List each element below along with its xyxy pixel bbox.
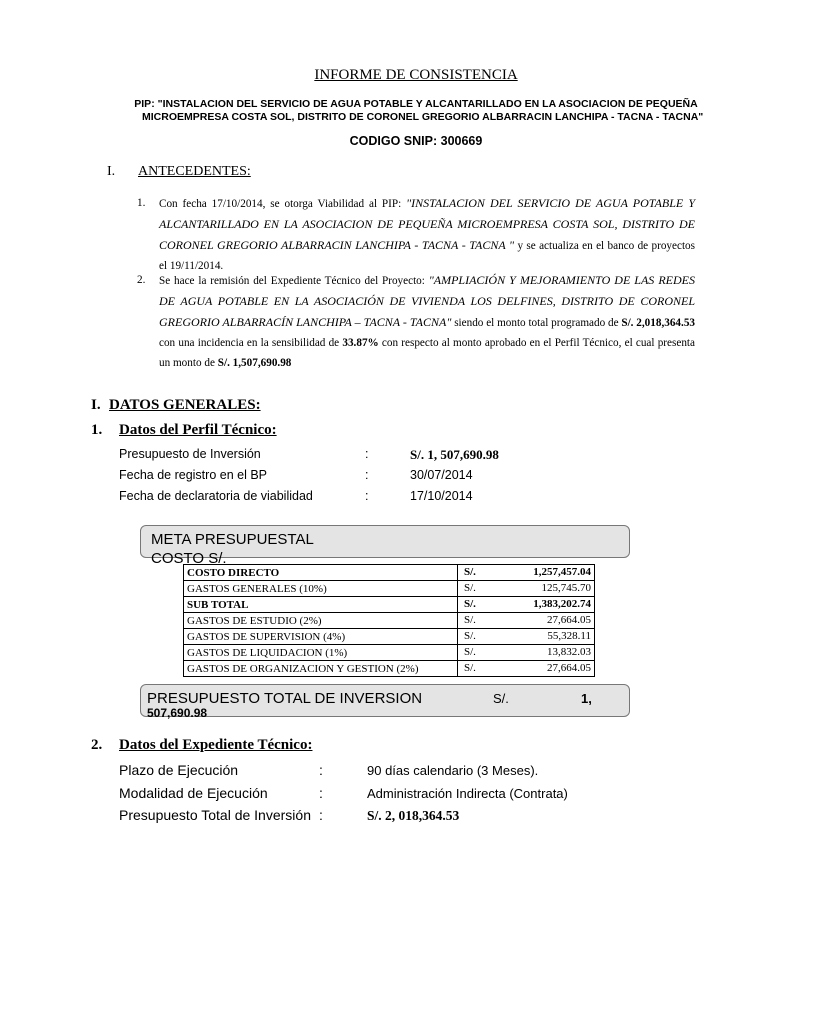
incidence-percent: 33.87% — [342, 337, 379, 349]
cost-amount-cell — [458, 613, 595, 629]
cost-amount: 55,328.11 — [547, 630, 591, 642]
item-number: 2. — [137, 274, 146, 286]
cost-concept: GASTOS DE SUPERVISION (4%) — [184, 629, 458, 645]
section-number: I. — [91, 397, 101, 413]
item-text-mid1: siendo el monto total programado de — [451, 317, 622, 329]
section-number: I. — [107, 164, 116, 179]
cost-amount: 27,664.05 — [547, 614, 591, 626]
total-value: 1, — [581, 691, 592, 706]
cost-currency: S/. — [464, 598, 476, 610]
cost-currency: S/. — [464, 630, 476, 642]
item-text — [159, 193, 695, 276]
item-text-mid2: con una incidencia en la sensibilidad de — [159, 337, 343, 349]
row-value: Administración Indirecta (Contrata) — [367, 786, 568, 801]
cost-amount: 27,664.05 — [547, 662, 591, 674]
row-colon: : — [365, 447, 369, 461]
item-text-post: y se actualiza en el banco de proyectos el 19/11/2014. — [159, 240, 695, 272]
cost-amount-cell — [458, 629, 595, 645]
cost-row — [184, 565, 595, 581]
amount-programado: S/. 2,018,364.53 — [621, 317, 696, 329]
subsection-heading-perfil: Datos del Perfil Técnico: — [119, 422, 277, 438]
pip-title-line1: PIP: "INSTALACION DEL SERVICIO DE AGUA POTABLE Y ALCANTARILLADO EN LA ASOCIACION DE PEQUEÑA — [134, 98, 698, 110]
row-label: Fecha de registro en el BP — [119, 468, 267, 482]
project-name-italic: "AMPLIACIÓN Y MEJORAMIENTO DE LAS REDES DE AGUA POTABLE EN LA ASOCIACIÓN DE VIVIENDA LOS DELFINES, DISTRITO DE CORONEL GREGORIO ALBARRACÍN LANCHIPA – TACNA - TACNA" — [159, 273, 695, 329]
cost-amount-cell — [458, 597, 595, 613]
cost-currency: S/. — [464, 614, 476, 626]
meta-label: META PRESUPUESTAL — [151, 531, 314, 548]
cost-row — [184, 613, 595, 629]
row-label: Modalidad de Ejecución — [119, 785, 268, 801]
section-heading-datos-generales: DATOS GENERALES: — [109, 397, 261, 413]
cost-row — [184, 629, 595, 645]
row-colon: : — [319, 785, 323, 801]
item-text-mid3: con respecto al monto aprobado en el Perfil Técnico, el cual presenta un monto de — [159, 337, 695, 369]
item-text-pre: Se hace la remisión del Expediente Técnico del Proyecto: — [159, 275, 429, 287]
document-title: INFORME DE CONSISTENCIA — [314, 67, 518, 83]
cost-currency: S/. — [464, 566, 476, 578]
snip-code: CODIGO SNIP: 300669 — [349, 134, 483, 148]
row-label: Presupuesto Total de Inversión — [119, 807, 311, 823]
cost-currency: S/. — [464, 662, 476, 674]
subsection-heading-expediente: Datos del Expediente Técnico: — [119, 737, 313, 753]
row-value: S/. 1, 507,690.98 — [410, 447, 499, 462]
cost-row — [184, 645, 595, 661]
cost-row — [184, 661, 595, 677]
cost-amount: 1,383,202.74 — [533, 598, 591, 610]
cost-concept: SUB TOTAL — [184, 597, 458, 613]
row-value: 17/10/2014 — [410, 489, 473, 503]
item-text-pre: Con fecha 17/10/2014, se otorga Viabilidad al PIP: — [159, 198, 407, 210]
row-label: Plazo de Ejecución — [119, 762, 239, 778]
cost-amount: 1,257,457.04 — [533, 566, 591, 578]
project-name-italic: "INSTALACION DEL SERVICIO DE AGUA POTABLE Y ALCANTARILLADO EN LA ASOCIACION DE PEQUEÑA MICROEMPRESA COSTA SOL, DISTRITO DE CORONEL GREGORIO ALBARRACIN LANCHIPA - TACNA - TACNA " — [159, 196, 695, 252]
row-label: Presupuesto de Inversión — [119, 447, 261, 461]
subsection-number: 2. — [91, 737, 103, 753]
cost-concept: GASTOS DE ESTUDIO (2%) — [184, 613, 458, 629]
subsection-number: 1. — [91, 422, 103, 438]
cost-amount-cell — [458, 565, 595, 581]
row-colon: : — [365, 489, 369, 503]
row-label: Fecha de declaratoria de viabilidad — [119, 489, 313, 503]
row-value: S/. 2, 018,364.53 — [367, 808, 460, 823]
antecedente-item-1 — [137, 193, 695, 276]
cost-amount: 125,745.70 — [541, 582, 591, 594]
cost-row — [184, 581, 595, 597]
cost-concept: GASTOS DE ORGANIZACION Y GESTION (2%) — [184, 661, 458, 677]
cost-table — [183, 564, 595, 677]
row-value: 30/07/2014 — [410, 468, 473, 482]
amount-perfil: S/. 1,507,690.98 — [217, 357, 292, 369]
cost-concept: GASTOS DE LIQUIDACION (1%) — [184, 645, 458, 661]
antecedente-item-2 — [137, 270, 695, 373]
meta-overflow-text: COSTO S/. — [151, 550, 227, 567]
cost-concept: COSTO DIRECTO — [184, 565, 458, 581]
row-colon: : — [319, 762, 323, 778]
row-colon: : — [319, 807, 323, 823]
row-value: 90 días calendario (3 Meses). — [367, 763, 539, 778]
row-colon: : — [365, 468, 369, 482]
total-overflow-text: 507,690.98 — [147, 706, 208, 720]
presupuesto-total-box — [140, 684, 630, 720]
item-text — [159, 270, 695, 373]
pip-title-line2: MICROEMPRESA COSTA SOL, DISTRITO DE CORONEL GREGORIO ALBARRACIN LANCHIPA - TACNA - TACNA" — [142, 111, 704, 123]
section-heading-antecedentes: ANTECEDENTES: — [138, 164, 251, 179]
cost-amount-cell — [458, 581, 595, 597]
total-currency: S/. — [493, 691, 509, 706]
cost-row — [184, 597, 595, 613]
cost-currency: S/. — [464, 582, 476, 594]
cost-amount: 13,832.03 — [547, 646, 591, 658]
cost-amount-cell — [458, 661, 595, 677]
cost-concept: GASTOS GENERALES (10%) — [184, 581, 458, 597]
meta-presupuestal-box — [140, 525, 630, 567]
cost-currency: S/. — [464, 646, 476, 658]
cost-amount-cell — [458, 645, 595, 661]
total-label: PRESUPUESTO TOTAL DE INVERSION — [147, 690, 423, 707]
item-number: 1. — [137, 197, 146, 209]
